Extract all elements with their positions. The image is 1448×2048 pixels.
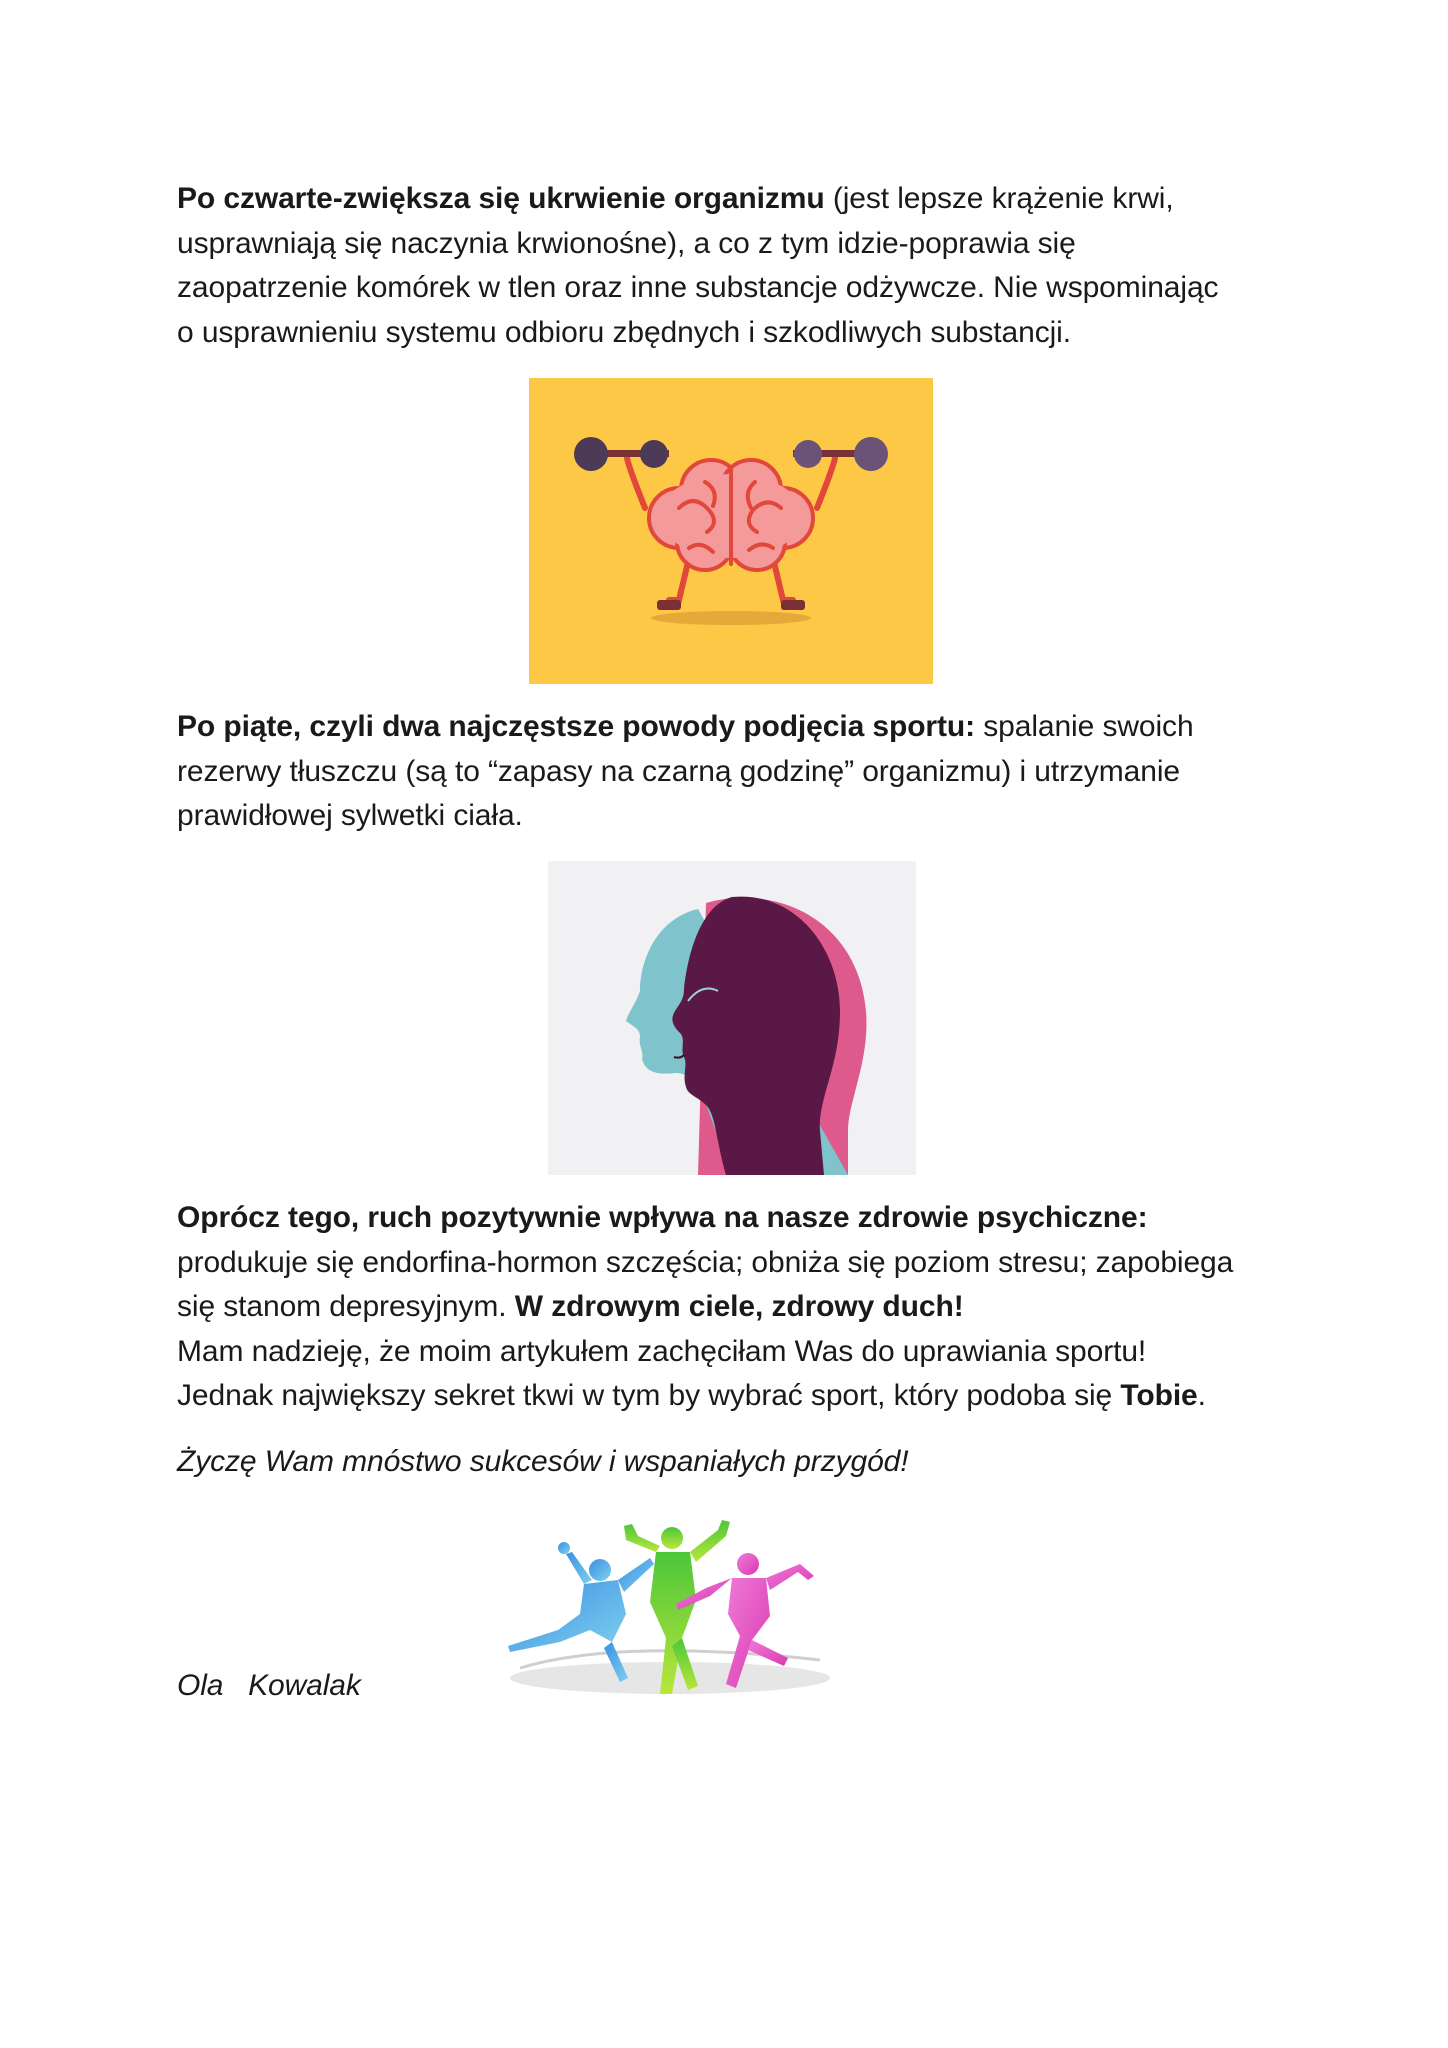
paragraph-line (177, 1374, 1297, 1419)
paragraph-fat-burning (177, 705, 1297, 839)
paragraph-line: Mam nadzieję, że moim artykułem zachęciłam Was do uprawiania sportu! (177, 1334, 1147, 1368)
paragraph-line (177, 177, 1297, 222)
paragraph-blood-circulation (177, 177, 1297, 355)
closing-wish (177, 1440, 1297, 1485)
brain-lifting-dumbbells-illustration (529, 378, 933, 684)
line-text: się stanom depresyjnym. (177, 1290, 515, 1323)
paragraph-line: prawidłowej sylwetki ciała. (177, 799, 523, 832)
paragraph-line: usprawniają się naczynia krwionośne), a co z tym idzie-poprawia się (177, 226, 1076, 260)
bold-lead: Po piąte, czyli dwa najczęstsze powody podjęcia sportu: (177, 710, 976, 743)
emphasis-tobie: Tobie (1120, 1379, 1198, 1412)
bold-lead: Po czwarte-zwiększa się ukrwienie organizmu (177, 182, 825, 215)
author-name: Ola Kowalak (177, 1669, 361, 1702)
paragraph-line: rezerwy tłuszczu (są to “zapasy na czarną godzinę” organizmu) i utrzymanie (177, 754, 1181, 788)
paragraph-mental-health (177, 1196, 1297, 1419)
motto: W zdrowym ciele, zdrowy duch! (514, 1290, 964, 1323)
paragraph-line: o usprawnieniu systemu odbioru zbędnych i szkodliwych substancji. (177, 315, 1071, 349)
brain-dumbbell-icon (529, 378, 933, 684)
line-text: . (1197, 1379, 1206, 1412)
line-text: Jednak największy sekret tkwi w tym by wybrać sport, który podoba się (177, 1379, 1121, 1412)
wish-text: Życzę Wam mnóstwo sukcesów i wspaniałych przygód! (177, 1445, 909, 1478)
head-silhouette-illustration (548, 861, 916, 1175)
paragraph-line (177, 1285, 1297, 1330)
paragraph-line: produkuje się endorfina-hormon szczęścia; obniża się poziom stresu; zapobiega (177, 1245, 1234, 1279)
line-text: (jest lepsze krążenie krwi, (824, 182, 1174, 215)
paragraph-line: zaopatrzenie komórek w tlen oraz inne substancje odżywcze. Nie wspominając (177, 271, 1219, 304)
bold-lead: Oprócz tego, ruch pozytywnie wpływa na nasze zdrowie psychiczne: (177, 1201, 1148, 1234)
paragraph-line (177, 705, 1297, 750)
line-text: spalanie swoich (975, 710, 1194, 743)
signature (177, 1664, 1297, 1709)
head-profile-icon (548, 861, 916, 1175)
paragraph-line (177, 1196, 1297, 1241)
